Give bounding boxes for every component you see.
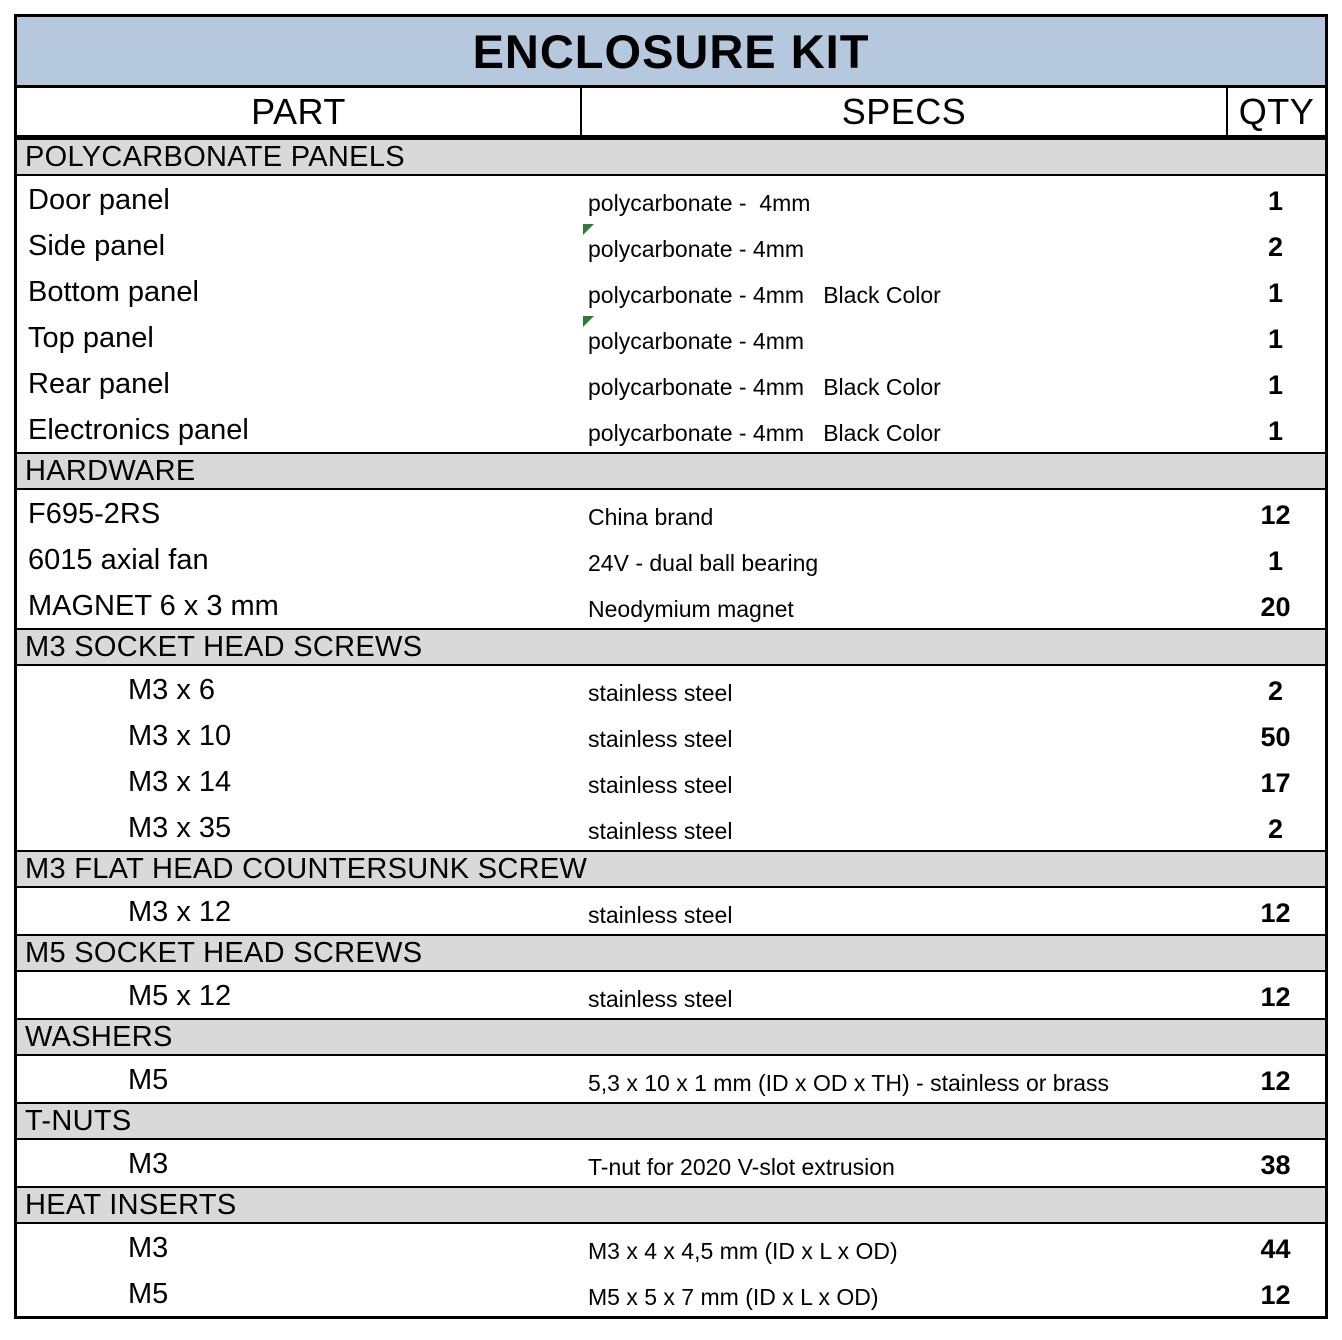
part-cell: M3 x 10	[128, 720, 232, 752]
qty-cell: 12	[1260, 500, 1291, 530]
section-header-polycarbonate-panels: POLYCARBONATE PANELS	[17, 138, 1325, 176]
part-cell: M5	[128, 1278, 169, 1310]
spec-cell: T-nut for 2020 V-slot extrusion	[588, 1154, 895, 1180]
table-row	[17, 712, 1325, 758]
part-cell: Door panel	[28, 184, 170, 216]
part-cell: Rear panel	[28, 368, 170, 400]
qty-cell: 2	[1267, 814, 1284, 844]
section-header-m3-socket-head-screws: M3 SOCKET HEAD SCREWS	[17, 628, 1325, 666]
table-title	[17, 17, 1325, 88]
table-row	[17, 1224, 1325, 1270]
spec-cell: stainless steel	[588, 902, 733, 928]
comment-indicator-icon	[583, 316, 594, 327]
table-row	[17, 360, 1325, 406]
part-cell: Electronics panel	[28, 414, 249, 446]
spec-cell: stainless steel	[588, 726, 733, 752]
part-cell: M5	[128, 1064, 169, 1096]
part-cell: F695-2RS	[28, 498, 161, 530]
spec-cell: Neodymium magnet	[588, 596, 794, 622]
section-header-m3-flat-head-countersunk-screw: M3 FLAT HEAD COUNTERSUNK SCREW	[17, 850, 1325, 888]
qty-cell: 1	[1267, 324, 1284, 354]
spec-cell: stainless steel	[588, 986, 733, 1012]
part-cell: Top panel	[28, 322, 154, 354]
qty-cell: 38	[1260, 1150, 1291, 1180]
qty-cell: 1	[1267, 416, 1284, 446]
spec-cell: polycarbonate - 4mm	[588, 328, 805, 354]
part-cell: MAGNET 6 x 3 mm	[28, 590, 279, 622]
part-cell: M3 x 12	[128, 896, 232, 928]
table-row	[17, 758, 1325, 804]
spec-cell: polycarbonate - 4mm Black Color	[588, 282, 941, 308]
qty-cell: 2	[1267, 676, 1284, 706]
part-cell: M5 x 12	[128, 980, 232, 1012]
qty-cell: 12	[1260, 1280, 1291, 1310]
table-row	[17, 490, 1325, 536]
part-cell: M3 x 35	[128, 812, 232, 844]
section-header-heat-inserts: HEAT INSERTS	[17, 1186, 1325, 1224]
table-row	[17, 1140, 1325, 1186]
spec-cell: 24V - dual ball bearing	[588, 550, 819, 576]
table-row	[17, 314, 1325, 360]
table-row	[17, 406, 1325, 452]
qty-cell: 50	[1260, 722, 1291, 752]
spec-cell: stainless steel	[588, 818, 733, 844]
table-row	[17, 176, 1325, 222]
part-cell: M3 x 14	[128, 766, 232, 798]
part-cell: M3	[128, 1148, 169, 1180]
spec-cell: M3 x 4 x 4,5 mm (ID x L x OD)	[588, 1238, 898, 1264]
table-row	[17, 804, 1325, 850]
table-row	[17, 582, 1325, 628]
table-row	[17, 1056, 1325, 1102]
part-cell: M3 x 6	[128, 674, 216, 706]
qty-cell: 1	[1267, 546, 1284, 576]
column-header-specs: SPECS	[582, 88, 1228, 135]
section-header-m5-socket-head-screws: M5 SOCKET HEAD SCREWS	[17, 934, 1325, 972]
qty-cell: 12	[1260, 982, 1291, 1012]
spec-cell: M5 x 5 x 7 mm (ID x L x OD)	[588, 1284, 879, 1310]
section-header-hardware: HARDWARE	[17, 452, 1325, 490]
table-row	[17, 972, 1325, 1018]
qty-cell: 1	[1267, 278, 1284, 308]
part-cell: M3	[128, 1232, 169, 1264]
qty-cell: 1	[1267, 186, 1284, 216]
spec-cell: 5,3 x 10 x 1 mm (ID x OD x TH) - stainless or brass	[588, 1070, 1110, 1096]
qty-cell: 1	[1267, 370, 1284, 400]
spec-cell: polycarbonate - 4mm	[588, 236, 805, 262]
table-row	[17, 1270, 1325, 1316]
table-row	[17, 222, 1325, 268]
spec-cell: polycarbonate - 4mm	[588, 190, 811, 216]
column-header-qty: QTY	[1238, 90, 1315, 132]
spec-cell: polycarbonate - 4mm Black Color	[588, 374, 941, 400]
column-header-row	[17, 88, 1325, 138]
spec-cell: stainless steel	[588, 772, 733, 798]
section-header-t-nuts: T-NUTS	[17, 1102, 1325, 1140]
part-cell: Side panel	[28, 230, 166, 262]
part-cell: Bottom panel	[28, 276, 199, 308]
bom-table	[14, 14, 1328, 1319]
qty-cell: 12	[1260, 1066, 1291, 1096]
part-cell: 6015 axial fan	[28, 544, 209, 576]
comment-indicator-icon	[583, 224, 594, 235]
table-row	[17, 888, 1325, 934]
qty-cell: 12	[1260, 898, 1291, 928]
column-header-part: PART	[17, 88, 582, 135]
qty-cell: 44	[1260, 1234, 1291, 1264]
qty-cell: 17	[1260, 768, 1291, 798]
table-row	[17, 536, 1325, 582]
spec-cell: China brand	[588, 504, 714, 530]
table-row	[17, 268, 1325, 314]
section-header-washers: WASHERS	[17, 1018, 1325, 1056]
spec-cell: stainless steel	[588, 680, 733, 706]
qty-cell: 2	[1267, 232, 1284, 262]
spec-cell: polycarbonate - 4mm Black Color	[588, 420, 941, 446]
qty-cell: 20	[1260, 592, 1291, 622]
table-title-text: ENCLOSURE KIT	[472, 24, 870, 78]
table-row	[17, 666, 1325, 712]
